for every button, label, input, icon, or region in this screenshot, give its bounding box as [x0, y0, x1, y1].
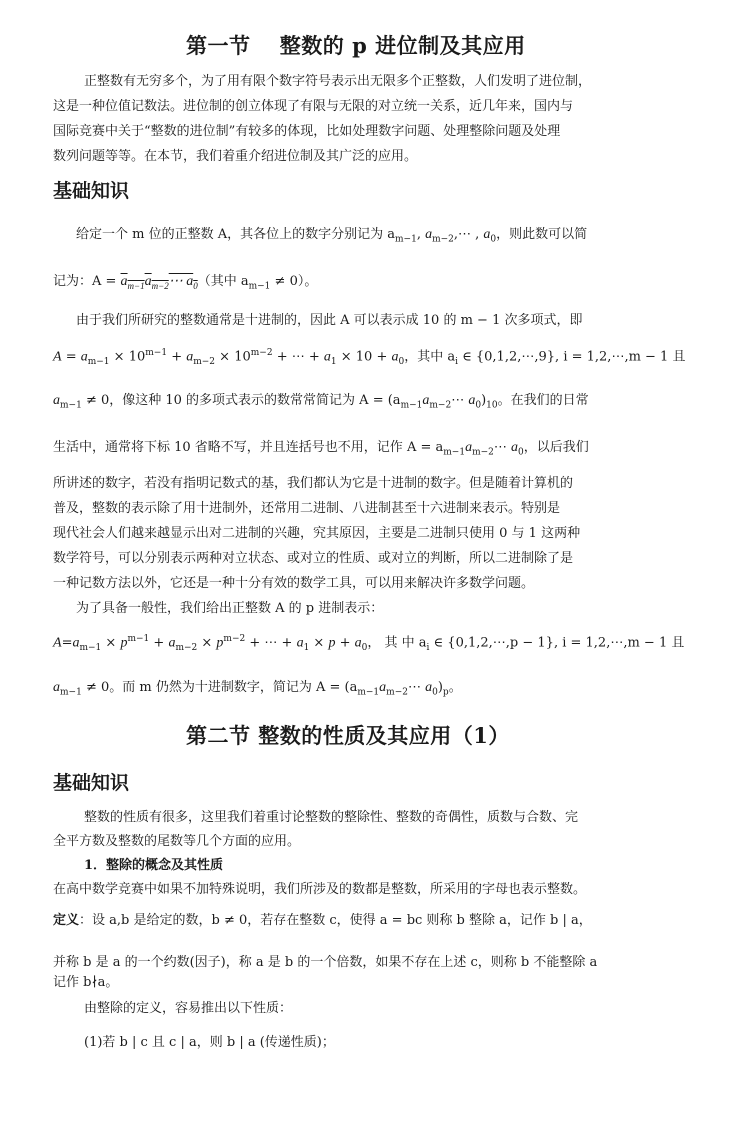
line-given-tail: ，则此数可以简 — [496, 227, 588, 242]
line-life-text: 生活中，通常将下标 10 省略不写，并且连括号也不用，记作 A = a — [53, 440, 444, 455]
s1-para-line-4: 数学符号，可以分别表示两种对立状态、或对立的性质、或对立的判断，所以二进制除了是 — [53, 551, 574, 566]
s1-line-general: 为了具备一般性，我们给出正整数 A 的 p 进制表示： — [76, 601, 384, 616]
s1-line-denote: 记为：$A = a_{m-1}a_{m-2}\cdots$ $a_0$（其中 $a_{m-1} \ne 0$）。 — [53, 274, 318, 292]
s1-para-line-3: 现代社会人们越来越显示出对二进制的兴趣，究其原因，主要是二进制只使用 0 与 1 这两种 — [53, 526, 581, 541]
s2-property-1: (1)若 b | c 且 c | a，则 b | a (传递性质)； — [84, 1035, 335, 1050]
s2-intro-line-1: 整数的性质有很多，这里我们着重讨论整数的整除性、整数的奇偶性，质数与合数、完 — [84, 810, 579, 825]
s1-line-given: 给定一个 m 位的正整数 A，其各位上的数字分别记为 $a_{m-1}$, $a_{m-2},\cdots$ , $a_0$，则此数可以简 — [76, 227, 588, 245]
s1-line-p-ne0: $a_{m-1} \ne 0$。而 m 仍然为十进制数字，简记为 $A = (a_{m-1}a_{m-2}\cdots$ $a_0)_p$。 — [53, 680, 462, 698]
line-life-tail: ，以后我们 — [523, 440, 589, 455]
line-denote-tail2: ≠ 0）。 — [270, 274, 318, 289]
s2-subheading-1: 1．整除的概念及其性质 — [84, 858, 224, 873]
line-poly-tail: ，其中 a — [404, 349, 456, 365]
line-p-set: ∈ {0,1,2, — [429, 635, 493, 651]
s2-definition — [53, 909, 592, 933]
s1-heading: 基础知识 — [53, 180, 130, 202]
s1-intro-line-4: 数列问题等等。在本节，我们着重介绍进位制及其广泛的应用。 — [53, 149, 418, 164]
s1-line-decimal: 由于我们所研究的整数通常是十进制的，因此 A 可以表示成 10 的 m − 1 次多项式，即 — [76, 313, 583, 328]
s1-para-line-1: 所讲述的数字，若没有指明记数式的基，我们都认为它是十进制的数字。但是随着计算机的 — [53, 476, 574, 491]
s1-line-ne0: $a_{m-1} \ne 0$，像这种 10 的多项式表示的数常常简记为 $A = (a_{m-1}a_{m-2}\cdots$ $a_0)_{10}$。在我们的日常 — [53, 393, 589, 411]
s1-line-poly: $A = a_{m-1} \times 10^{m-1} + a_{m-2} \times 10^{m-2}$ + ⋯ + $a_1 \times 10 + a_0$，其中 $a_i$ ∈ {0,1,2,⋯,9}, i = 1,2,⋯,m − 1 且 — [53, 348, 686, 367]
s1-intro-line-3: 国际竞赛中关于“整数的进位制”有较多的体现，比如处理数字问题、处理整除问题及处理 — [53, 124, 561, 139]
s2-line-infer: 由整除的定义，容易推出以下性质： — [84, 1001, 293, 1016]
s2-def-line-2: 并称 b 是 a 的一个约数(因子)，称 a 是 b 的一个倍数，如果不存在上述 c，则称 b 不能整除 a — [53, 955, 598, 970]
line-p-mid: ， 其 中 a — [367, 635, 427, 651]
line-poly-end: ,m − 1 且 — [624, 349, 686, 365]
s1-line-pary: $A=a_{m-1} \times p^{m-1} + a_{m-2} \times p^{m-2}$ + ⋯ + $a_1 \times p + a_0$， 其 中 $a_i$ ∈ {0,1,2,⋯,p − 1}, i = 1,2,⋯,m − 1 且 — [53, 634, 685, 653]
definition-text: ：设 a,b 是给定的数，b ≠ 0，若存在整数 c，使得 a = bc 则称 b 整除 a，记作 b | a， — [79, 913, 592, 928]
definition-label: 定义 — [53, 913, 80, 928]
section2-title: 第二节 整数的性质及其应用（1） — [186, 723, 510, 748]
line-given-text: 给定一个 m 位的正整数 A，其各位上的数字分别记为 a — [76, 227, 395, 242]
line-ne0-text: ≠ 0，像这种 10 的多项式表示的数常常简记为 A = (a — [81, 393, 401, 408]
s1-line-life: 生活中，通常将下标 10 省略不写，并且连括号也不用，记作 $A = a_{m-1}a_{m-2}\cdots$ $a_0$，以后我们 — [53, 440, 589, 458]
line-denote-text: 记为：A = — [53, 274, 121, 289]
line-poly-set: ∈ {0,1,2, — [458, 349, 522, 365]
s2-line-note: 在高中数学竞赛中如果不加特殊说明，我们所涉及的数都是整数，所采用的字母也表示整数。 — [53, 882, 587, 897]
s1-intro-line-1: 正整数有无穷多个，为了用有限个数字符号表示出无限多个正整数，人们发明了进位制， — [84, 74, 592, 89]
line-denote-tail: （其中 a — [197, 274, 249, 289]
s2-heading: 基础知识 — [53, 772, 130, 794]
line-p-set2: ,p − 1}, i = 1,2, — [505, 635, 611, 651]
line-p-ne0-tail: 。 — [448, 680, 462, 695]
line-poly-set2: ,9}, i = 1,2, — [534, 349, 612, 365]
section1-title: 第一节 整数的 p 进位制及其应用 — [186, 33, 526, 58]
s1-para-line-2: 普及，整数的表示除了用十进制外，还常用二进制、八进制甚至十六进制来表示。特别是 — [53, 501, 561, 516]
line-ne0-tail: 。在我们的日常 — [497, 393, 589, 408]
line-p-ne0-text: ≠ 0。而 m 仍然为十进制数字，简记为 A = (a — [81, 680, 358, 695]
s2-intro-line-2: 全平方数及整数的尾数等几个方面的应用。 — [53, 834, 301, 849]
s1-para-line-5: 一种记数方法以外，它还是一种十分有效的数学工具，可以用来解决许多数学问题。 — [53, 576, 535, 591]
line-p-end: ,m − 1 且 — [623, 635, 685, 651]
s1-intro-line-2: 这是一种位值记数法。进位制的创立体现了有限与无限的对立统一关系，近几年来，国内与 — [53, 99, 574, 114]
s2-def-line-3: 记作 b∤a。 — [53, 975, 119, 990]
